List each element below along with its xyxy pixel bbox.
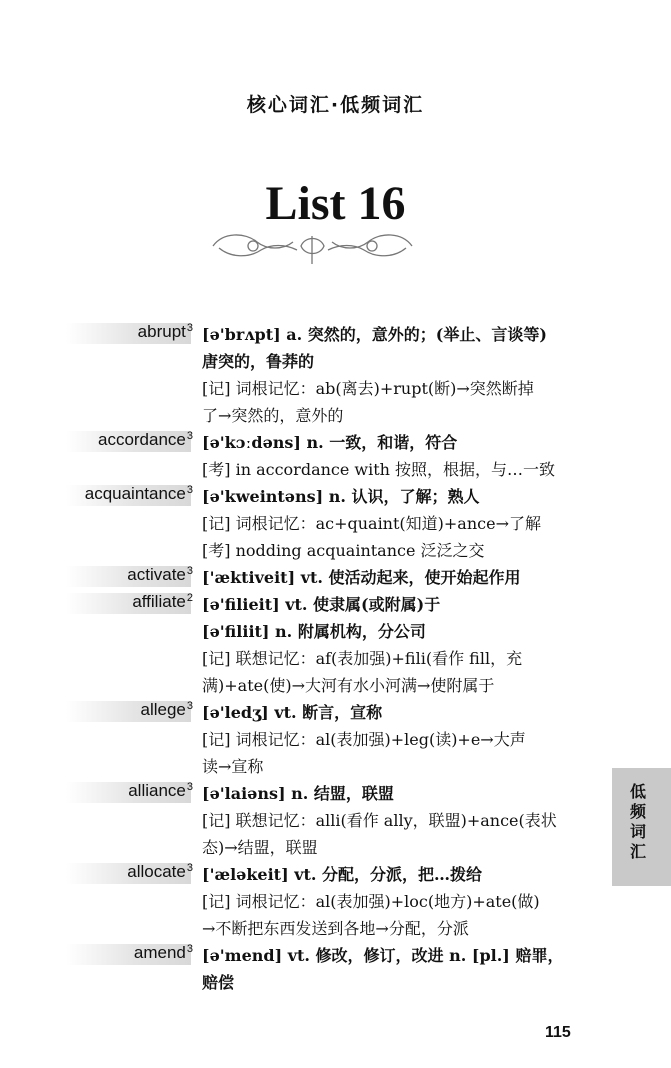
entry-accordance bbox=[0, 428, 671, 482]
frequency-mark: 3 bbox=[186, 322, 193, 334]
frequency-mark: 3 bbox=[186, 781, 193, 793]
entry-allocate bbox=[0, 860, 671, 941]
frequency-mark: 3 bbox=[186, 862, 193, 874]
definition-line: [ə'brʌpt] a. 突然的，意外的；(举止、言谈等) bbox=[202, 325, 547, 344]
frequency-mark: 3 bbox=[186, 943, 193, 955]
definition-line: ['æləkeit] vt. 分配，分派，把…拨给 bbox=[202, 865, 483, 884]
entry-alliance bbox=[0, 779, 671, 860]
memory-note: 了→突然的，意外的 bbox=[202, 406, 344, 425]
definition-line: ['æktiveit] vt. 使活动起来，使开始起作用 bbox=[202, 568, 521, 587]
definition-line: 唐突的，鲁莽的 bbox=[202, 352, 315, 371]
frequency-mark: 3 bbox=[186, 430, 193, 442]
definition-line: [ə'laiəns] n. 结盟，联盟 bbox=[202, 784, 394, 803]
entry-amend bbox=[0, 941, 671, 995]
memory-note: 态)→结盟，联盟 bbox=[202, 838, 318, 857]
list-title: List 16 bbox=[265, 177, 406, 230]
entry-acquaintance bbox=[0, 482, 671, 563]
exam-note: [考] nodding acquaintance 泛泛之交 bbox=[202, 541, 485, 560]
frequency-mark: 3 bbox=[186, 700, 193, 712]
memory-note: 满)+ate(使)→大河有水小河满→使附属于 bbox=[202, 676, 495, 695]
page-header: 核心词汇·低频词汇 bbox=[246, 94, 425, 116]
memory-note: [记] 联想记忆：alli(看作 ally，联盟)+ance(表状 bbox=[202, 811, 557, 830]
definition-line: [ə'filieit] vt. 使隶属(或附属)于 bbox=[202, 595, 441, 614]
memory-note: [记] 词根记忆：al(表加强)+leg(读)+e→大声 bbox=[202, 730, 526, 749]
exam-note: [考] in accordance with 按照，根据，与…一致 bbox=[202, 460, 556, 479]
definition-line: [ə'ledʒ] vt. 断言，宣称 bbox=[202, 703, 383, 722]
word-list bbox=[0, 320, 671, 995]
memory-note: [记] 词根记忆：ac+quaint(知道)+ance→了解 bbox=[202, 514, 541, 533]
headword: alliance$^3$ bbox=[128, 781, 193, 800]
memory-note: [记] 词根记忆：ab(离去)+rupt(断)→突然断掉 bbox=[202, 379, 534, 398]
headword: accordance$^3$ bbox=[97, 430, 193, 449]
definition-line: 赔偿 bbox=[202, 973, 235, 992]
headword: amend$^3$ bbox=[133, 943, 193, 962]
definition-line: [ə'mend] vt. 修改，修订，改进 n. [pl.] 赔罪， bbox=[202, 946, 564, 965]
definition-line: [ə'kweintəns] n. 认识，了解；熟人 bbox=[202, 487, 480, 506]
ornament-divider bbox=[205, 228, 420, 266]
memory-note: 读→宣称 bbox=[202, 757, 264, 776]
entry-activate bbox=[0, 563, 671, 590]
definition-line: [ə'kɔːdəns] n. 一致，和谐，符合 bbox=[202, 433, 458, 452]
headword: allocate$^3$ bbox=[127, 862, 193, 881]
headword: activate$^3$ bbox=[127, 565, 193, 584]
memory-note: →不断把东西发送到各地→分配，分派 bbox=[202, 919, 469, 938]
entry-affiliate bbox=[0, 590, 671, 698]
definition-line: [ə'filiit] n. 附属机构，分公司 bbox=[202, 622, 426, 641]
headword: allege$^3$ bbox=[140, 700, 193, 719]
memory-note: [记] 词根记忆：al(表加强)+loc(地方)+ate(做) bbox=[202, 892, 540, 911]
frequency-mark: 2 bbox=[186, 592, 193, 604]
entry-allege bbox=[0, 698, 671, 779]
entry-abrupt bbox=[0, 320, 671, 428]
frequency-mark: 3 bbox=[186, 484, 193, 496]
side-tab-label: 低频词汇 bbox=[630, 782, 647, 861]
headword: abrupt$^3$ bbox=[137, 322, 193, 341]
memory-note: [记] 联想记忆：af(表加强)+fili(看作 fill，充 bbox=[202, 649, 523, 668]
frequency-mark: 3 bbox=[186, 565, 193, 577]
section-side-tab bbox=[612, 768, 671, 886]
headword: acquaintance$^3$ bbox=[84, 484, 193, 503]
headword: affiliate$^2$ bbox=[132, 592, 193, 611]
page-number: 115 bbox=[545, 1024, 571, 1041]
